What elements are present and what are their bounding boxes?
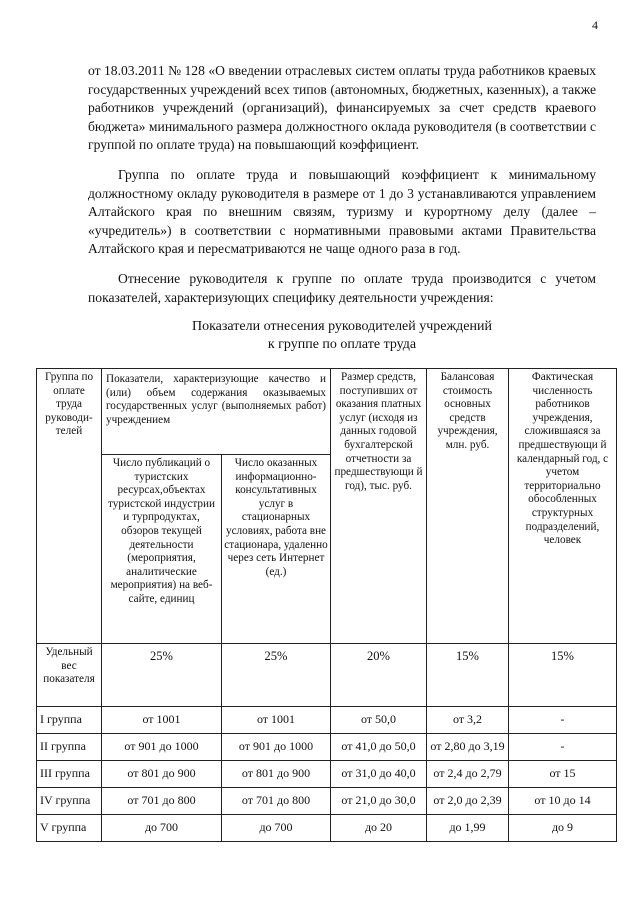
table-row [37, 788, 617, 815]
header-balance: Балансовая стоимость основных средств учреждения, млн. руб. [427, 369, 509, 644]
cell-publications: до 700 [102, 815, 222, 842]
weight-value: 20% [331, 644, 427, 707]
header-staff: Фактическая численность работников учреждения, сложившаяся за предшествующи й календарный год, с учетом территориально обособленных структурных подразделений, человек [509, 369, 617, 644]
weight-value: 15% [427, 644, 509, 707]
page-number: 4 [592, 18, 598, 32]
cell-staff: до 9 [509, 815, 617, 842]
cell-consultations: от 701 до 800 [222, 788, 331, 815]
group-label: I группа [37, 707, 102, 734]
cell-balance: от 3,2 [427, 707, 509, 734]
cell-consultations: от 1001 [222, 707, 331, 734]
cell-staff: от 15 [509, 761, 617, 788]
cell-balance: от 2,4 до 2,79 [427, 761, 509, 788]
table-header-row [37, 369, 617, 455]
paragraph-3: Отнесение руководителя к группе по оплате труда производится с учетом показателей, характеризующих специфику деятельности учреждения: [88, 271, 596, 305]
pay-group-table [36, 368, 617, 842]
cell-staff: от 10 до 14 [509, 788, 617, 815]
cell-income: от 21,0 до 30,0 [331, 788, 427, 815]
cell-publications: от 701 до 800 [102, 788, 222, 815]
table-title-line-1: Показатели отнесения руководителей учреждений [191, 319, 492, 334]
weight-value: 25% [222, 644, 331, 707]
cell-publications: от 801 до 900 [102, 761, 222, 788]
cell-staff: - [509, 734, 617, 761]
table-title [88, 318, 596, 354]
paragraph-2: Группа по оплате труда и повышающий коэффициент к минимальному должностному окладу руководителя в размере от 1 до 3 устанавливаются управлением Алтайского края по внешним связям, туризму и курортному делу (далее – «учредитель») в соответствии с нормативными правовыми актами Правительства Алтайского края и пересматриваются не чаще одного раза в год. [88, 167, 596, 257]
cell-income: до 20 [331, 815, 427, 842]
header-group: Группа по оплате труда руководи-телей [37, 369, 102, 644]
header-consultations: Число оказанных информационно-консультативных услуг в стационарных условиях, работа вне стационара, удаленно через сеть Интернет (ед.) [222, 455, 331, 644]
group-label: III группа [37, 761, 102, 788]
cell-staff: - [509, 707, 617, 734]
cell-publications: от 901 до 1000 [102, 734, 222, 761]
header-income: Размер средств, поступивших от оказания платных услуг (исходя из данных годовой бухгалтерской отчетности за предшествующи й год), тыс. руб. [331, 369, 427, 644]
group-label: V группа [37, 815, 102, 842]
cell-consultations: от 901 до 1000 [222, 734, 331, 761]
cell-income: от 41,0 до 50,0 [331, 734, 427, 761]
table-row [37, 815, 617, 842]
cell-consultations: до 700 [222, 815, 331, 842]
table-title-line-2: к группе по оплате труда [267, 337, 417, 352]
header-publications: Число публикаций о туристских ресурсах,объектах туристской индустрии и турпродуктах, обзоров текущей деятельности (мероприятия, аналитические мероприятия) на веб-сайте, единиц [102, 455, 222, 644]
table-row [37, 761, 617, 788]
paragraph-1: от 18.03.2011 № 128 «О введении отраслевых систем оплаты труда работников краевых государственных учреждений всех типов (автономных, бюджетных, казенных), а также работников учреждений (организаций), финансируемых за счет средств краевого бюджета» минимального размера должностного оклада руководителя (в соответствии с группой по оплате труда) на повышающий коэффициент. [88, 63, 596, 153]
cell-publications: от 1001 [102, 707, 222, 734]
header-indicators: Показатели, характеризующие качество и (или) объем содержания оказываемых государственных услуг (выполняемых работ) учреждением [102, 369, 331, 455]
group-label: IV группа [37, 788, 102, 815]
table-row [37, 734, 617, 761]
cell-balance: от 2,0 до 2,39 [427, 788, 509, 815]
cell-balance: до 1,99 [427, 815, 509, 842]
weight-value: 25% [102, 644, 222, 707]
cell-income: от 50,0 [331, 707, 427, 734]
table-row [37, 707, 617, 734]
cell-income: от 31,0 до 40,0 [331, 761, 427, 788]
cell-consultations: от 801 до 900 [222, 761, 331, 788]
weight-row [37, 644, 617, 707]
weight-label: Удельный вес показателя [37, 644, 102, 707]
group-label: II группа [37, 734, 102, 761]
cell-balance: от 2,80 до 3,19 [427, 734, 509, 761]
weight-value: 15% [509, 644, 617, 707]
